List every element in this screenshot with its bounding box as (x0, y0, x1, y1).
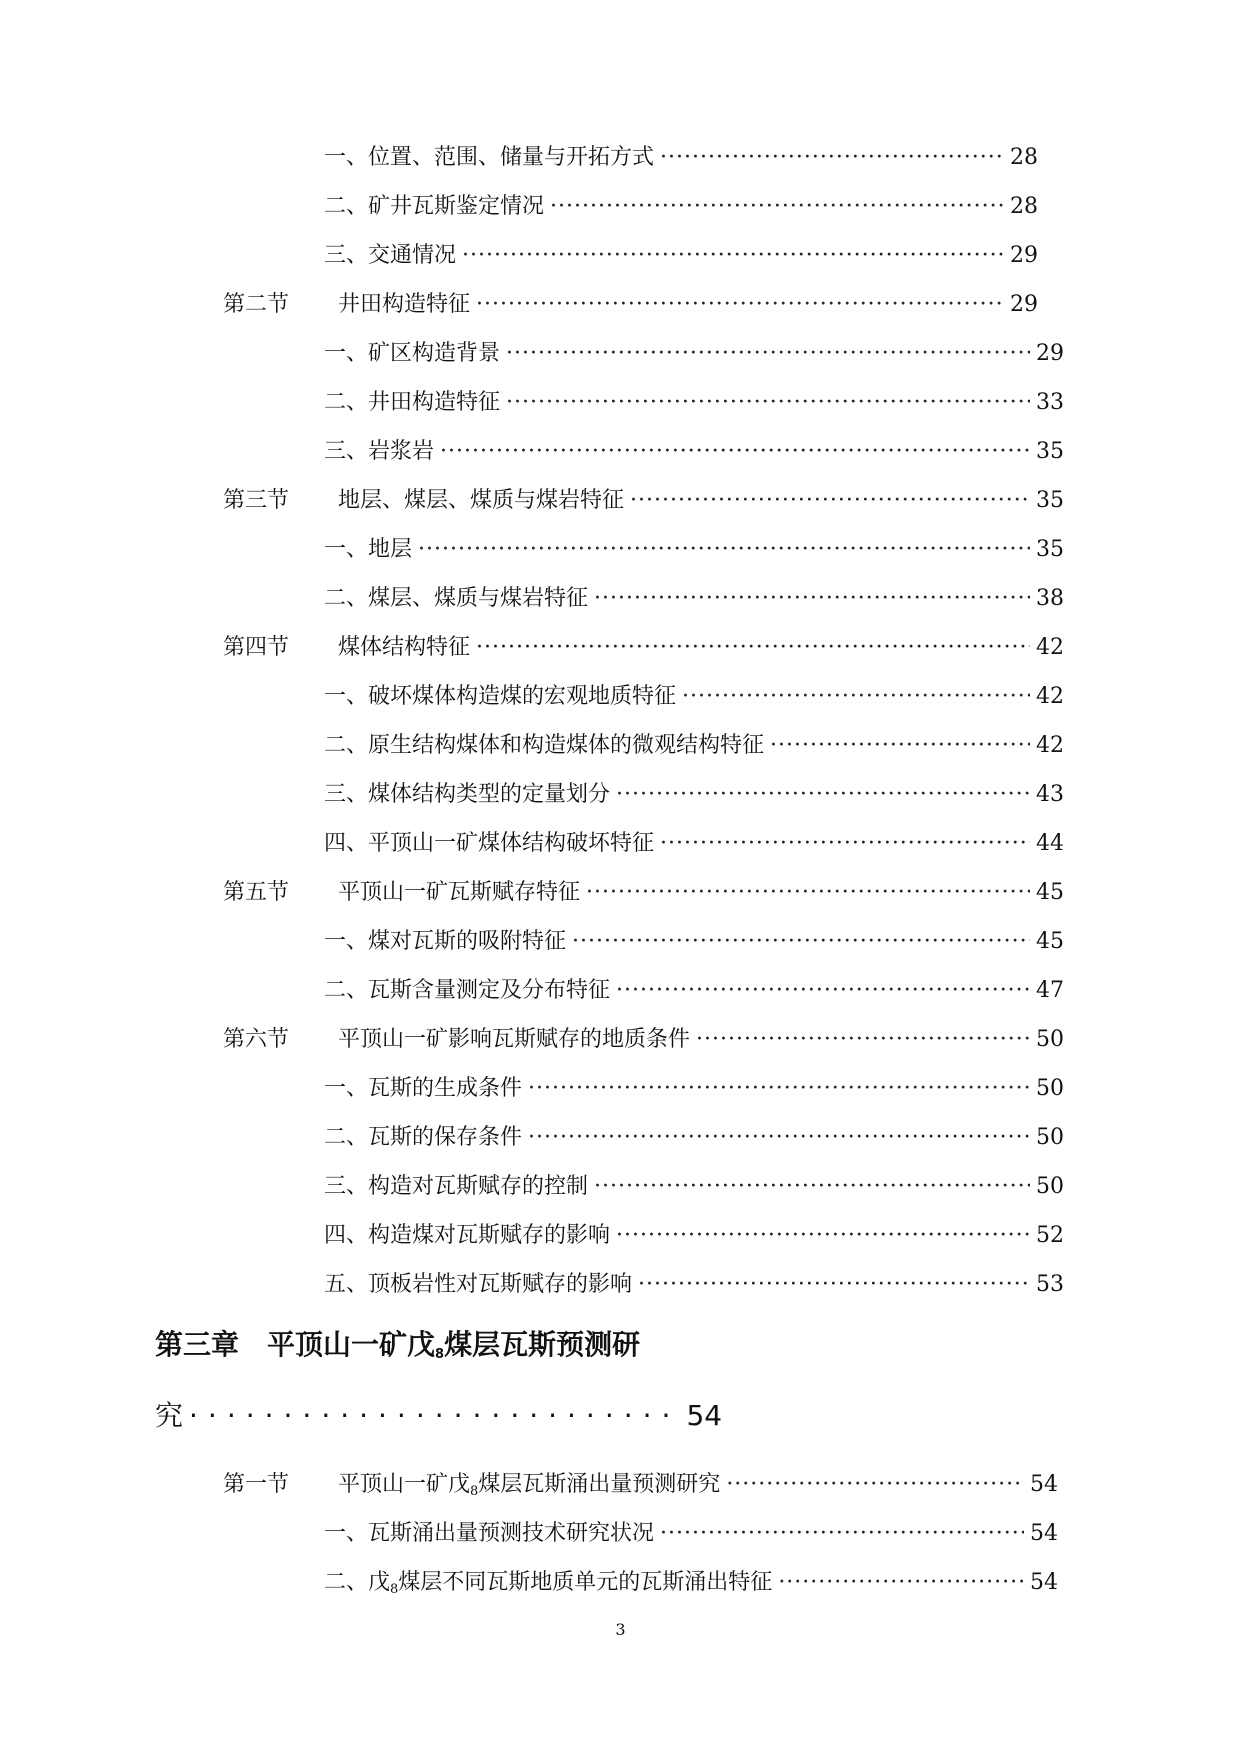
toc-entry[interactable] (324, 976, 1064, 1006)
toc-entry-page: 43 (1036, 782, 1064, 807)
section-number: 第四节 (223, 635, 290, 660)
toc-entry[interactable] (324, 192, 1038, 222)
toc-entry-label: 一、瓦斯涌出量预测技术研究状况 (324, 1521, 655, 1546)
toc-entry-page: 38 (1036, 586, 1064, 611)
toc-entry-page: 50 (1036, 1125, 1064, 1150)
toc-section[interactable] (223, 486, 1064, 516)
toc-entry-label: 二、原生结构煤体和构造煤体的微观结构特征 (324, 733, 765, 758)
leader-dots (594, 1172, 1030, 1202)
toc-entry-page: 35 (1036, 488, 1064, 513)
toc-entry-page: 28 (1010, 194, 1038, 219)
toc-entry-label: 一、位置、范围、储量与开拓方式 (324, 145, 655, 170)
leader-dots (660, 829, 1030, 859)
toc-section-label: 地层、煤层、煤质与煤岩特征 (338, 488, 625, 513)
page-number: 3 (615, 1620, 626, 1639)
subscript: 8 (390, 1582, 399, 1597)
section-number: 第二节 (223, 292, 290, 317)
toc-entry-label: 一、煤对瓦斯的吸附特征 (324, 929, 567, 954)
leader-dots (594, 584, 1030, 614)
leader-dots (682, 682, 1030, 712)
toc-entry-page: 35 (1036, 537, 1064, 562)
toc-entry[interactable] (324, 1568, 1058, 1605)
chapter-title-end: 究 (155, 1399, 184, 1432)
toc-entry-label: 三、煤体结构类型的定量划分 (324, 782, 611, 807)
leader-dots (550, 192, 1004, 222)
leader-dots (572, 927, 1030, 957)
chapter-title: 第三章 平顶山一矿戊 (155, 1328, 436, 1361)
chapter-title-rest: 煤层瓦斯预测研 (444, 1328, 641, 1361)
leader-dots (660, 1519, 1024, 1549)
leader-dots (476, 633, 1030, 663)
toc-entry-label: 一、破坏煤体构造煤的宏观地质特征 (324, 684, 677, 709)
toc-entry[interactable] (324, 1123, 1064, 1153)
chapter-heading[interactable] (155, 1325, 640, 1375)
toc-entry-page: 54 (1030, 1570, 1058, 1595)
section-number: 第三节 (223, 488, 290, 513)
chapter-heading-continuation[interactable] (155, 1396, 722, 1436)
toc-entry-page: 33 (1036, 390, 1064, 415)
chapter-page: 54 (686, 1399, 723, 1432)
toc-entry-label-rest: 煤层不同瓦斯地质单元的瓦斯涌出特征 (398, 1570, 773, 1595)
subscript: 8 (470, 1484, 479, 1499)
toc-entry-label: 一、地层 (324, 537, 413, 562)
leader-dots (506, 339, 1030, 369)
toc-section-label: 平顶山一矿影响瓦斯赋存的地质条件 (338, 1027, 691, 1052)
toc-entry-page: 45 (1036, 929, 1064, 954)
toc-entry-label: 二、煤层、煤质与煤岩特征 (324, 586, 589, 611)
toc-entry-page: 47 (1036, 978, 1064, 1003)
toc-entry[interactable] (324, 731, 1064, 761)
toc-entry[interactable] (324, 339, 1064, 369)
toc-entry-page: 50 (1036, 1027, 1064, 1052)
toc-entry-page: 28 (1010, 145, 1038, 170)
toc-entry-label: 三、构造对瓦斯赋存的控制 (324, 1174, 589, 1199)
toc-entry-page: 50 (1036, 1076, 1064, 1101)
toc-entry[interactable] (324, 1519, 1058, 1549)
toc-entry[interactable] (324, 682, 1064, 712)
section-number: 第一节 (223, 1472, 290, 1497)
leader-dots (586, 878, 1030, 908)
toc-entry-page: 44 (1036, 831, 1064, 856)
toc-entry-label: 二、井田构造特征 (324, 390, 501, 415)
toc-section[interactable] (223, 878, 1064, 908)
leader-dots (506, 388, 1030, 418)
toc-entry[interactable] (324, 388, 1064, 418)
toc-entry-page: 52 (1036, 1223, 1064, 1248)
toc-entry-page: 54 (1030, 1521, 1058, 1546)
toc-section-label: 井田构造特征 (338, 292, 471, 317)
toc-entry-page: 29 (1010, 243, 1038, 268)
toc-entry-label: 二、瓦斯含量测定及分布特征 (324, 978, 611, 1003)
toc-entry[interactable] (324, 143, 1038, 173)
leader-dots (770, 731, 1030, 761)
toc-entry-label: 二、戊 (324, 1570, 391, 1595)
toc-section[interactable] (223, 290, 1038, 320)
toc-entry[interactable] (324, 241, 1038, 271)
toc-entry-label: 四、构造煤对瓦斯赋存的影响 (324, 1223, 611, 1248)
toc-entry-page: 29 (1010, 292, 1038, 317)
toc-entry-page: 42 (1036, 733, 1064, 758)
toc-entry-label: 一、矿区构造背景 (324, 341, 501, 366)
leader-dots (418, 535, 1030, 565)
toc-entry-label: 二、矿井瓦斯鉴定情况 (324, 194, 545, 219)
toc-entry-label: 三、岩浆岩 (324, 439, 435, 464)
toc-entry-label: 一、瓦斯的生成条件 (324, 1076, 523, 1101)
section-number: 第五节 (223, 880, 290, 905)
toc-section-label: 煤体结构特征 (338, 635, 471, 660)
toc-entry[interactable] (324, 829, 1064, 859)
toc-entry-label: 三、交通情况 (324, 243, 457, 268)
toc-entry[interactable] (324, 927, 1064, 957)
toc-entry[interactable] (324, 1172, 1064, 1202)
toc-entry-page: 42 (1036, 684, 1064, 709)
toc-entry-page: 50 (1036, 1174, 1064, 1199)
toc-entry-page: 53 (1036, 1272, 1064, 1297)
leader-dots (528, 1123, 1030, 1153)
toc-entry-page: 54 (1030, 1472, 1058, 1497)
leader-dots (528, 1074, 1030, 1104)
leader-dots (616, 780, 1030, 810)
toc-section[interactable] (223, 1025, 1064, 1055)
toc-entry-label: 二、瓦斯的保存条件 (324, 1125, 523, 1150)
toc-entry[interactable] (324, 584, 1064, 614)
section-number: 第六节 (223, 1027, 290, 1052)
toc-section[interactable] (223, 1470, 1058, 1507)
toc-entry-page: 35 (1036, 439, 1064, 464)
leader-dots (660, 143, 1004, 173)
chapter-subscript: 8 (435, 1347, 445, 1362)
leader-dots (696, 1025, 1030, 1055)
toc-entry[interactable] (324, 780, 1064, 810)
toc-section-label: 平顶山一矿戊 (338, 1472, 471, 1497)
leader-dots (616, 1221, 1030, 1251)
leader-dots (638, 1270, 1030, 1300)
toc-entry[interactable] (324, 535, 1064, 565)
leader-dots (630, 486, 1030, 516)
toc-section-label-rest: 煤层瓦斯涌出量预测研究 (478, 1472, 721, 1497)
toc-entry[interactable] (324, 1221, 1064, 1251)
toc-entry-label: 五、顶板岩性对瓦斯赋存的影响 (324, 1272, 633, 1297)
toc-entry[interactable] (324, 1074, 1064, 1104)
leader-dots (726, 1470, 1024, 1500)
toc-entry-page: 42 (1036, 635, 1064, 660)
leader-dots (616, 976, 1030, 1006)
chapter-leader-dots: ·························· (189, 1399, 681, 1432)
leader-dots (476, 290, 1004, 320)
toc-entry[interactable] (324, 1270, 1064, 1300)
toc-entry-page: 29 (1036, 341, 1064, 366)
leader-dots (462, 241, 1004, 271)
toc-entry[interactable] (324, 437, 1064, 467)
leader-dots (778, 1568, 1024, 1598)
toc-entry-page: 45 (1036, 880, 1064, 905)
leader-dots (440, 437, 1030, 467)
toc-section-label: 平顶山一矿瓦斯赋存特征 (338, 880, 581, 905)
toc-entry-label: 四、平顶山一矿煤体结构破坏特征 (324, 831, 655, 856)
toc-section[interactable] (223, 633, 1064, 663)
